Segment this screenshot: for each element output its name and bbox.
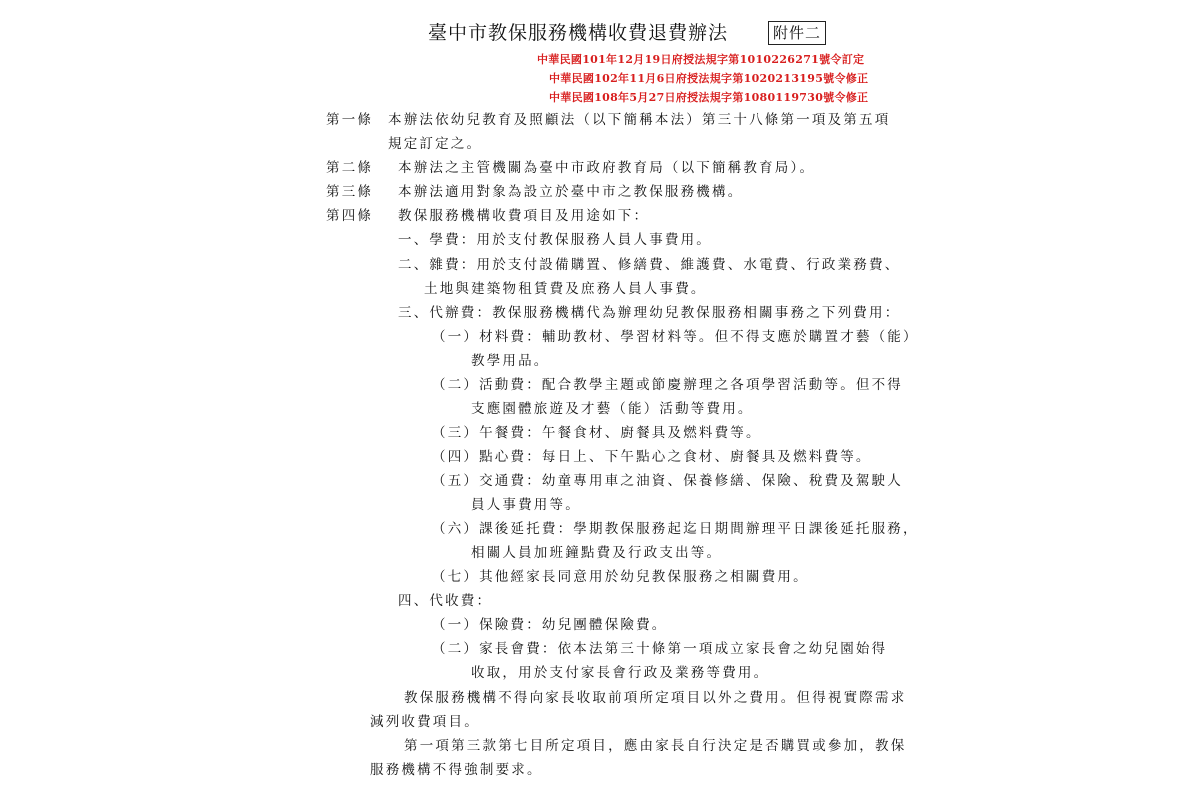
article-2-label: 第二條 xyxy=(326,160,374,176)
subitem-after-school: （六）課後延托費：學期教保服務起迄日期間辦理平日課後延托服務， xyxy=(432,521,919,537)
article-3-text: 本辦法適用對象為設立於臺中市之教保服務機構。 xyxy=(398,184,744,200)
article-1-label: 第一條 xyxy=(326,112,374,128)
subitem-materials-cont: 教學用品。 xyxy=(471,353,550,369)
subitem-transport-cont: 員人事費用等。 xyxy=(471,497,581,513)
paragraph-2: 教保服務機構不得向家長收取前項所定項目以外之費用。但得視實際需求 xyxy=(404,690,907,706)
amendment-line-2: 中華民國102年11月6日府授法規字第1020213195號令修正 xyxy=(549,72,869,85)
subitem-other: （七）其他經家長同意用於幼兒教保服務之相關費用。 xyxy=(432,569,809,585)
item-collected-fee: 四、代收費： xyxy=(398,593,493,609)
amendment-line-3: 中華民國108年5月27日府授法規字第1080119730號令修正 xyxy=(549,91,869,104)
article-4-intro: 教保服務機構收費項目及用途如下： xyxy=(398,208,650,224)
paragraph-2-cont: 減列收費項目。 xyxy=(370,714,480,730)
paragraph-3-cont: 服務機構不得強制要求。 xyxy=(370,762,543,778)
subitem-parent-fee-cont: 收取，用於支付家長會行政及業務等費用。 xyxy=(471,665,770,681)
item-tuition: 一、學費：用於支付教保服務人員人事費用。 xyxy=(398,232,712,248)
subitem-after-school-cont: 相關人員加班鐘點費及行政支出等。 xyxy=(471,545,723,561)
document-body xyxy=(326,108,919,798)
subitem-snacks: （四）點心費：每日上、下午點心之食材、廚餐具及燃料費等。 xyxy=(432,449,872,465)
paragraph-3: 第一項第三款第七目所定項目，應由家長自行決定是否購買或參加，教保 xyxy=(404,738,907,754)
item-misc-fee: 二、雜費：用於支付設備購置、修繕費、維護費、水電費、行政業務費、 xyxy=(398,257,901,273)
subitem-transport: （五）交通費：幼童專用車之油資、保養修繕、保險、稅費及駕駛人 xyxy=(432,473,903,489)
article-2 xyxy=(326,156,886,180)
document-title: 臺中市教保服務機構收費退費辦法 xyxy=(428,22,729,44)
article-4-label: 第四條 xyxy=(326,208,374,224)
article-1 xyxy=(326,108,891,132)
subitem-parent-fee: （二）家長會費：依本法第三十條第一項成立家長會之幼兒園始得 xyxy=(432,641,888,657)
article-4 xyxy=(326,204,886,228)
header xyxy=(0,18,1200,48)
article-3 xyxy=(326,180,886,204)
item-misc-fee-cont: 土地與建築物租賃費及庶務人員人事費。 xyxy=(424,281,707,297)
article-2-text: 本辦法之主管機關為臺中市政府教育局（以下簡稱教育局）。 xyxy=(398,160,816,176)
amendment-line-1: 中華民國101年12月19日府授法規字第1010226271號令訂定 xyxy=(537,53,865,66)
subitem-activities-cont: 支應園體旅遊及才藝（能）活動等費用。 xyxy=(471,401,754,417)
article-1-text: 本辦法依幼兒教育及照顧法（以下簡稱本法）第三十八條第一項及第五項 xyxy=(388,112,891,128)
article-3-label: 第三條 xyxy=(326,184,374,200)
subitem-activities: （二）活動費：配合教學主題或節慶辦理之各項學習活動等。但不得 xyxy=(432,377,903,393)
subitem-insurance: （一）保險費：幼兒團體保險費。 xyxy=(432,617,668,633)
item-agency-fee: 三、代辦費：教保服務機構代為辦理幼兒教保服務相關事務之下列費用： xyxy=(398,305,901,321)
attachment-badge: 附件二 xyxy=(768,21,826,45)
subitem-lunch: （三）午餐費：午餐食材、廚餐具及燃料費等。 xyxy=(432,425,762,441)
article-1-text-cont: 規定訂定之。 xyxy=(388,136,483,152)
subitem-materials: （一）材料費：輔助教材、學習材料等。但不得支應於購置才藝（能） xyxy=(432,329,919,345)
